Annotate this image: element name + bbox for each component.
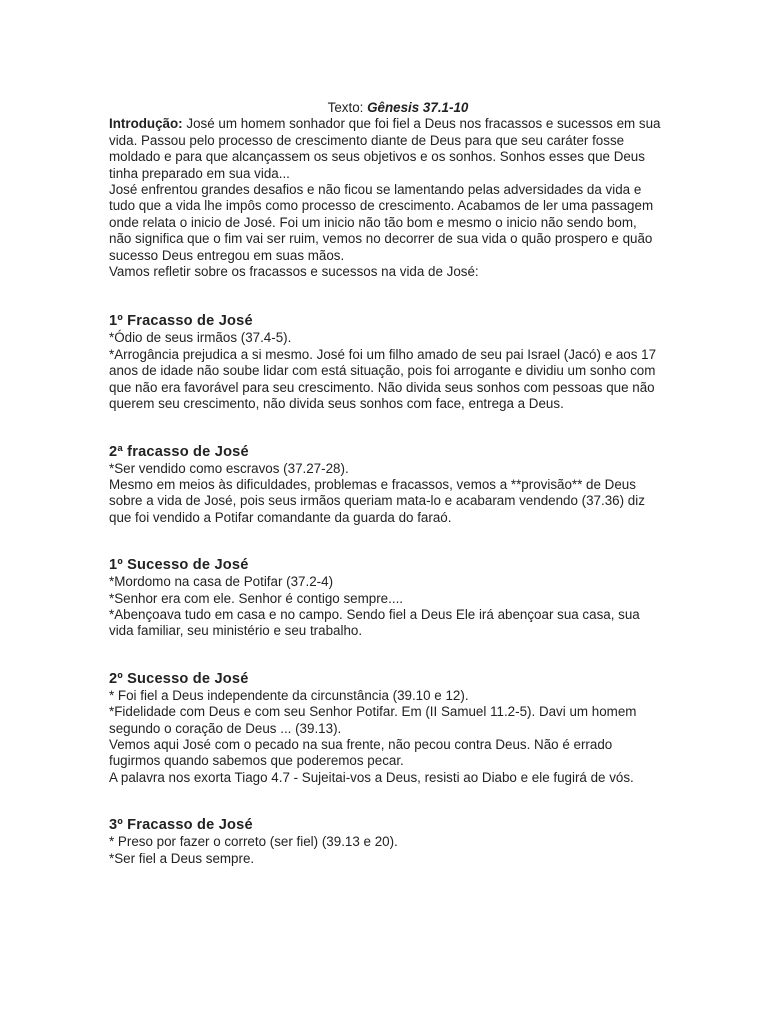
section-line: Vemos aqui José com o pecado na sua frente, não pecou contra Deus. Não é errado fugirmos quando sabemos que poderemos pecar. [109,736,613,769]
section-line: *Ódio de seus irmãos (37.4-5). [109,330,292,346]
section-sucesso-1 [109,557,661,640]
section-heading: 2º Sucesso de José [109,670,249,687]
section-heading: 1º Sucesso de José [109,557,249,574]
title-reference: Gênesis 37.1-10 [367,100,469,115]
intro-paragraph: Vamos refletir sobre os fracassos e sucessos na vida de José: [109,264,479,280]
section-line: *Ser fiel a Deus sempre. [109,850,255,866]
section-heading: 1º Fracasso de José [109,313,253,330]
section-line: * Foi fiel a Deus independente da circunstância (39.10 e 12). [109,687,469,703]
intro-section [109,116,661,280]
section-line: Mesmo em meios às dificuldades, problemas e fracassos, vemos a **provisão** de Deus sobre a vida de José, pois seus irmãos queriam mata-lo e acabaram vendendo (37.36) diz que foi vendido a Potifar comandante da guarda do faraó. [109,476,645,525]
title-prefix: Texto: [327,100,368,115]
document-title [109,100,661,116]
intro-paragraph [109,116,661,182]
section-heading: 3º Fracasso de José [109,817,253,834]
intro-paragraph: José enfrentou grandes desafios e não ficou se lamentando pelas adversidades da vida e tudo que a vida lhe impôs como processo de crescimento. Acabamos de ler uma passagem onde relata o inicio de José. Foi um inicio não tão bom e mesmo o inicio não sendo bom, não significa que o fim vai ser ruim, vemos no decorrer de sua vida o quão prospero e quão sucesso Deus entregou em suas mãos. [109,182,654,263]
section-line: * Preso por fazer o correto (ser fiel) (39.13 e 20). [109,834,398,850]
section-line: *Arrogância prejudica a si mesmo. José foi um filho amado de seu pai Israel (Jacó) e aos 17 anos de idade não soube lidar com está situação, pois foi arrogante e dividiu um sonho com que não era favorável para seu crescimento. Não divida seus sonhos com pessoas que não querem seu crescimento, não divida seus sonhos com face, entrega a Deus. [109,346,657,412]
section-fracasso-3 [109,817,661,867]
document-page [109,100,661,867]
section-fracasso-1 [109,313,661,412]
section-sucesso-2 [109,671,661,786]
section-line: *Senhor era com ele. Senhor é contigo sempre.... [109,590,404,606]
intro-text: José um homem sonhador que foi fiel a Deus nos fracassos e sucessos em sua vida. Passou pelo processo de crescimento diante de Deus para que seu caráter fosse moldado e para que alcançassem os seus objetivos e os sonhos. Sonhos esses que Deus tinha preparado em sua vida... [109,116,661,181]
intro-label: Introdução: [109,116,183,132]
section-line: *Mordomo na casa de Potifar (37.2-4) [109,574,334,590]
section-line: *Fidelidade com Deus e com seu Senhor Potifar. Em (II Samuel 11.2-5). Davi um homem segundo o coração de Deus ... (39.13). [109,704,637,736]
section-fracasso-2 [109,444,661,527]
section-line: *Abençoava tudo em casa e no campo. Sendo fiel a Deus Ele irá abençoar sua casa, sua vida familiar, seu ministério e seu trabalho. [109,606,640,639]
section-line: A palavra nos exorta Tiago 4.7 - Sujeitai-vos a Deus, resisti ao Diabo e ele fugirá de vós. [109,769,634,785]
section-heading: 2ª fracasso de José [109,443,249,460]
section-line: *Ser vendido como escravos (37.27-28). [109,460,349,476]
